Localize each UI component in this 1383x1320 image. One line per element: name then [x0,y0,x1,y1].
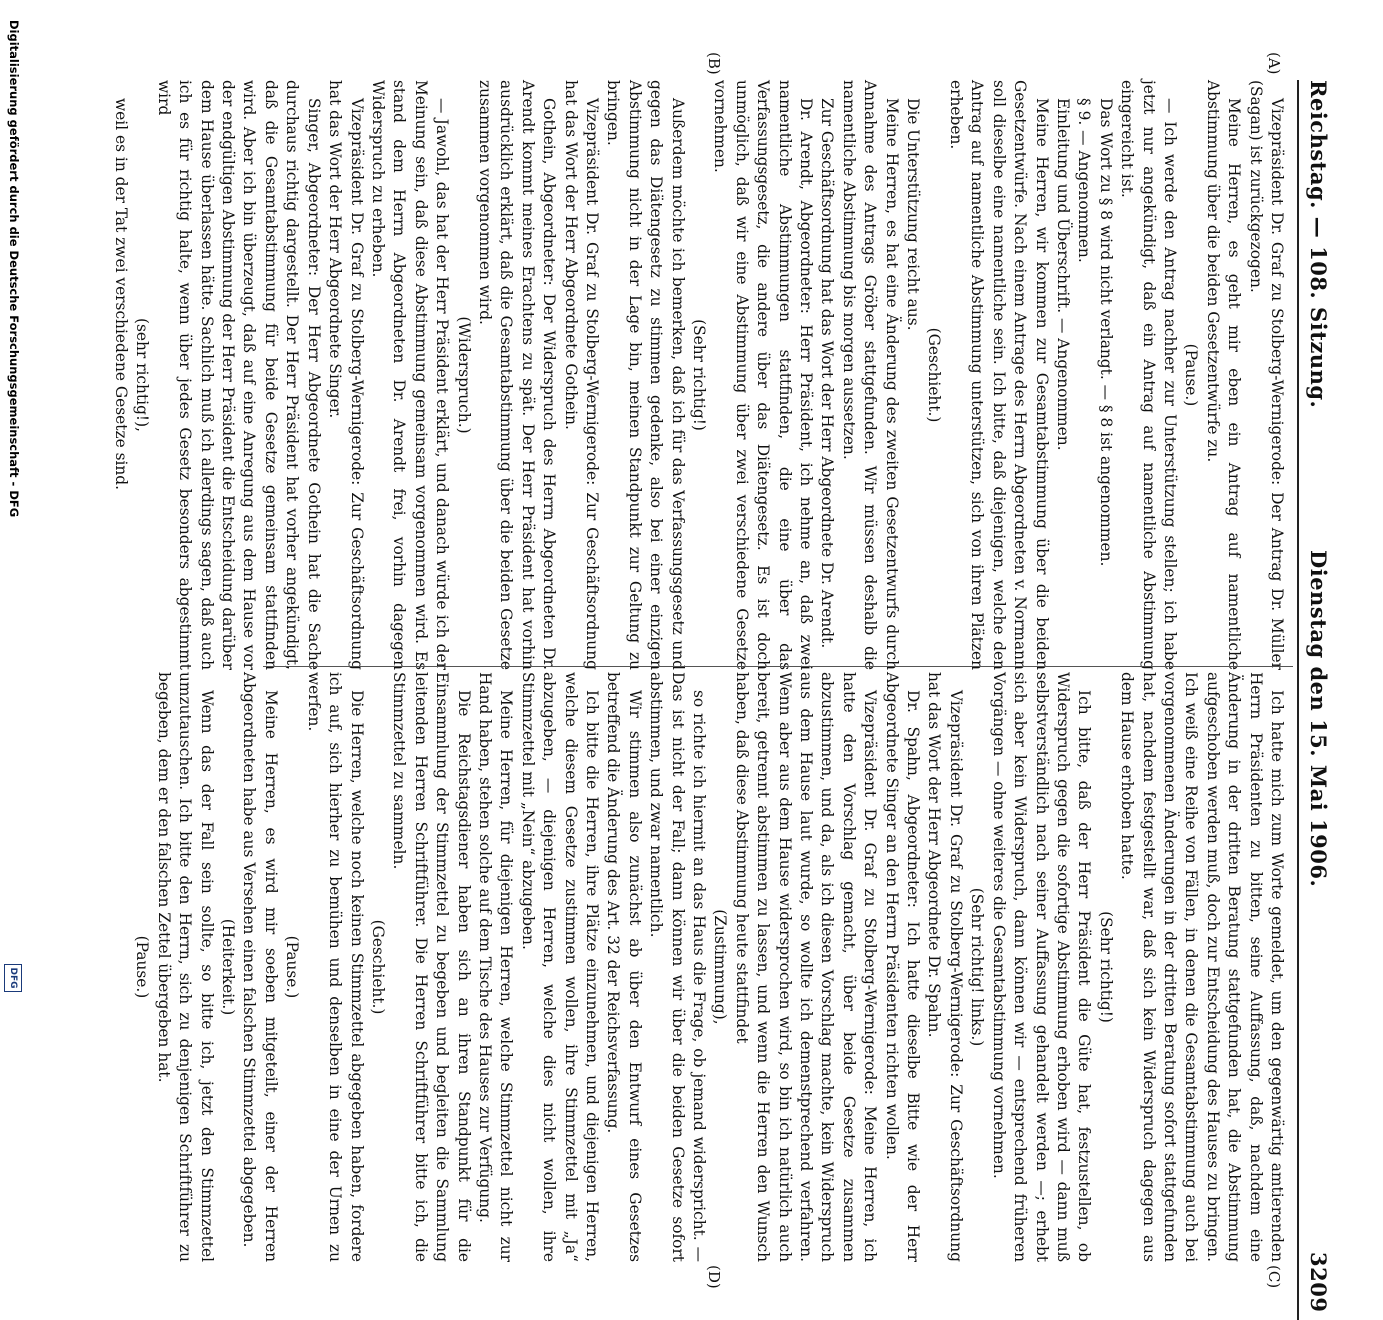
paragraph: Vizepräsident Dr. Graf zu Stolberg-Wernigerode: Meine Herren, ich hatte den Vorschlag gemacht, über beide Gesetze zusammen abzustimmen, und da, als ich diesen Vorschlag machte, kein Widerspruch aus dem Hause laut wurde, so wollte ich demenstprechend verfahren. Wenn aber aus dem Hause widersprochen wird, so bin ich natürlich auch bereit, getrennt abstimmen zu lassen, und wenn die Herren den Wunsch haben, daß diese Abstimmung heute stattfindet [732,672,880,1262]
paragraph: weil es in der Tat zwei verschiedene Gesetze sind. [112,98,131,491]
column-divider [263,666,1293,667]
margin-marker-d: (D) [705,1265,723,1289]
paragraph: Vizepräsident Dr. Graf zu Stolberg-Wernigerode: Der Antrag Dr. Müller (Sagan) ist zurückgezogen. [1246,80,1286,670]
paragraph: Das Wort zu § 8 wird nicht verlangt. — § 8 ist angenommen. [1096,98,1115,567]
paragraph: Meine Herren, für diejenigen Herren, welche Stimmzettel nicht zur Hand haben, stehen solche auf dem Tische des Hauses zur Verfügung. [475,672,516,1262]
paragraph: Gothein, Abgeordneter: Der Widerspruch des Herrn Abgeordneten Dr. Arendt kommt meines Erachtens zu spät. Der Herr Präsident hat vorhin ausdrücklich erklärt, daß die Gesamtabstimmung über die beiden Gesetze zusammen vorgenommen wird. [475,80,559,670]
paragraph: Ich bitte die Herren, ihre Plätze einzunehmen, und diejenigen Herren, welche diesem Gesetze zustimmen wollen, ihre Stimmzettel mit „Ja“ abzugeben, — diejenigen Herren, welche dies nicht wollen, ihre Stimmzettel mit „Nein“ abzugeben. [518,672,601,1262]
paragraph: (Zustimmung), [711,909,730,1025]
paragraph: Ich bitte, daß der Herr Präsident die Güte hat, festzustellen, ob Widerspruch gegen die sofortige Abstimmung erhoben wird — dann muß selbstverständlich nach seiner Auffassung gehandelt werden —; erhebt sich aber kein Widerspruch, dann können wir — entsprechend früheren Vorgängen — ohne weiteres die Gesamtabstimmung vornehmen. [989,672,1094,1262]
paragraph: (Heiterkeit.) [219,918,238,1016]
right-column [131,672,1287,1262]
paragraph: Wir stimmen also zunächst ab über den Entwurf eines Gesetzes betreffend die Änderung des Art. 32 der Reichsverfassung. [604,672,644,1262]
paragraph: (Geschieht.) [925,327,944,423]
paragraph: — Ich werde den Antrag nachher zur Unterstützung stellen; ich habe jetzt nur angekündigt, daß ein Antrag auf namentliche Abstimmung eingereicht ist. [1118,80,1179,670]
paragraph: (Pause.) [133,935,152,999]
paragraph: Vizepräsident Dr. Graf zu Stolberg-Wernigerode: Zur Geschäftsordnung hat das Wort der Herr Abgeordnete Dr. Spahn. [925,672,965,1262]
margin-marker-c: (C) [1265,1265,1283,1289]
header-session: Reichstag. — 108. Sitzung. [1306,80,1331,409]
paragraph: Die Unterstützung reicht aus. [904,98,923,331]
paragraph: (Pause.) [1182,343,1201,407]
paragraph: Zur Geschäftsordnung hat das Wort der Herr Abgeordnete Dr. Arendt. [818,98,837,649]
margin-marker-a: (A) [1265,52,1283,75]
paragraph: (Sehr richtig!) [1096,911,1115,1023]
page-footer [3,0,23,1000]
paragraph: Wenn das der Fall sein sollte, so bitte ich, jetzt den Stimmzettel umzutauschen. Ich bitte den Herrn, sich zu denjenigen Schriftführer zu begeben, dem er den falschen Zettel übergeben hat. [154,672,216,1262]
page-number: 3209 [1306,1252,1331,1313]
paragraph: (Geschieht.) [368,919,387,1015]
paragraph: Meine Herren, es geht mir eben ein Antrag auf namentliche Abstimmung über die beiden Gesetzentwürfe zu. [1203,80,1244,670]
margin-marker-b: (B) [705,52,723,75]
paragraph: Vizepräsident Dr. Graf zu Stolberg-Wernigerode: Zur Geschäftsordnung hat das Wort der Herr Abgeordnete Singer. [326,80,366,670]
paragraph: — Jawohl, das hat der Herr Präsident erklärt, und danach würde ich der Meinung sein, daß diese Abstimmung gemeinsam vorgenommen wird. Es stand dem Herrn Abgeordneten Dr. Arendt frei, vorhin dagegen Widerspruch zu erheben. [368,80,452,670]
paragraph: Dr. Spahn, Abgeordneter: Ich hatte dieselbe Bitte wie der Herr Abgeordnete Singer an den Herrn Präsidenten richten wollen. [882,672,923,1262]
paragraph: Meine Herren, wir kommen zur Gesamtabstimmung über die beiden Gesetzentwürfe. Nach einem Antrage des Herrn Abgeordneten v. Normann soll dieselbe eine namentliche sein. Ich bitte, daß diejenigen, welche den Antrag auf namentliche Abstimmung unterstützen, sich von ihren Plätzen erheben. [946,80,1051,670]
dfg-logo: DFG [4,964,22,992]
paragraph: Meine Herren, es wird mir soeben mitgeteilt, einer der Herren Abgeordneten habe aus Versehen einen falschen Stimmzettel abgegeben. [240,672,280,1262]
paragraph: Einleitung und Überschrift. — Angenommen. [1053,98,1072,451]
paragraph: (Sehr richtig!) [690,319,709,431]
paragraph: Die Reichstagsdiener haben sich an ihren Standpunkt für die Einsammlung der Stimmzettel zu begeben und begleiten die Sammlung leitenden Herren Schriftführer. Die Herren Schriftführer bitte ich, die Stimmzettel zu sammeln. [390,672,473,1262]
paragraph: (Sehr richtig! links.) [968,887,987,1047]
digitization-credit: Digitalisierung gefördert durch die Deutsche Forschungsgemeinschaft - DFG [7,20,21,518]
paragraph: (Pause.) [283,935,302,999]
header-date: Dienstag den 15. Mai 1906. [1306,550,1331,888]
left-column [110,80,1287,670]
paragraph: § 9. — Angenommen. [1075,98,1094,263]
paragraph: Die Herren, welche noch keinen Stimmzettel abgegeben haben, fordere ich auf, sich hierher zu bemühen und denselben in eine der Urnen zu werfen. [304,672,366,1262]
paragraph: Dr. Arendt, Abgeordneter: Herr Präsident, ich nehme an, daß zwei namentliche Abstimmungen stattfinden, die eine über das Verfassungsgesetz, die andere über das Diätengesetz. Es ist doch unmöglich, daß wir eine Abstimmung über zwei verschiedene Gesetze vornehmen. [711,80,816,670]
paragraph: Ich hatte mich zum Worte gemeldet, um den gegenwärtig amtierenden Herrn Präsidenten zu bitten, seine Auffassung, daß, nachdem eine Änderung in der dritten Beratung stattgefunden hat, die Abstimmung aufgeschoben werden muß, doch zur Entscheidung des Hauses zu bringen. Ich weiß eine Reihe von Fällen, in denen die Gesamtabstimmung auch bei vorgenommenen Änderungen in der dritten Beratung sofort stattgefunden hat, nachdem festgestellt war, daß sich kein Widerspruch dagegen aus dem Hause erhoben hatte. [1118,672,1286,1262]
header-divider [1297,80,1299,1320]
paragraph: (Widerspruch.) [454,316,473,434]
paragraph: (sehr richtig!), [133,317,152,433]
paragraph: Meine Herren, es hat eine Änderung des zweiten Gesetzentwurfs durch Annahme des Antrags Gröber stattgefunden. Wir müssen deshalb die namentliche Abstimmung bis morgen aussetzen. [839,80,901,670]
paragraph: Vizepräsident Dr. Graf zu Stolberg-Wernigerode: Zur Geschäftsordnung hat das Wort der Herr Abgeordnete Gothein. [561,80,601,670]
paragraph: Singer, Abgeordneter: Der Herr Abgeordnete Gothein hat die Sache durchaus richtig dargestellt. Der Herr Präsident hat vorher angekündigt, daß die Gesamtabstimmung für beide Gesetze gemeinsam stattfinden wird. Aber ich bin überzeugt, daß auf eine Anregung aus dem Hause vor der endgültigen Abstimmung der Herr Präsident die Entscheidung darüber dem Hause überlassen hätte. Sachlich muß ich allerdings sagen, daß auch ich es für richtig halte, wenn über jedes Gesetz besonders abgestimmt wird [154,80,323,670]
paragraph: Außerdem möchte ich bemerken, daß ich für das Verfassungsgesetz und gegen das Diätengesetz zu stimmen gedenke, also bei einer einzigen Abstimmung nicht in der Lage bin, meinen Standpunkt zur Geltung zu bringen. [604,80,687,670]
paragraph: so richte ich hiermit an das Haus die Frage, ob jemand widerspricht. — Das ist nicht der Fall; dann können wir über die beiden Gesetze sofort abstimmen, und zwar namentlich. [647,672,709,1262]
